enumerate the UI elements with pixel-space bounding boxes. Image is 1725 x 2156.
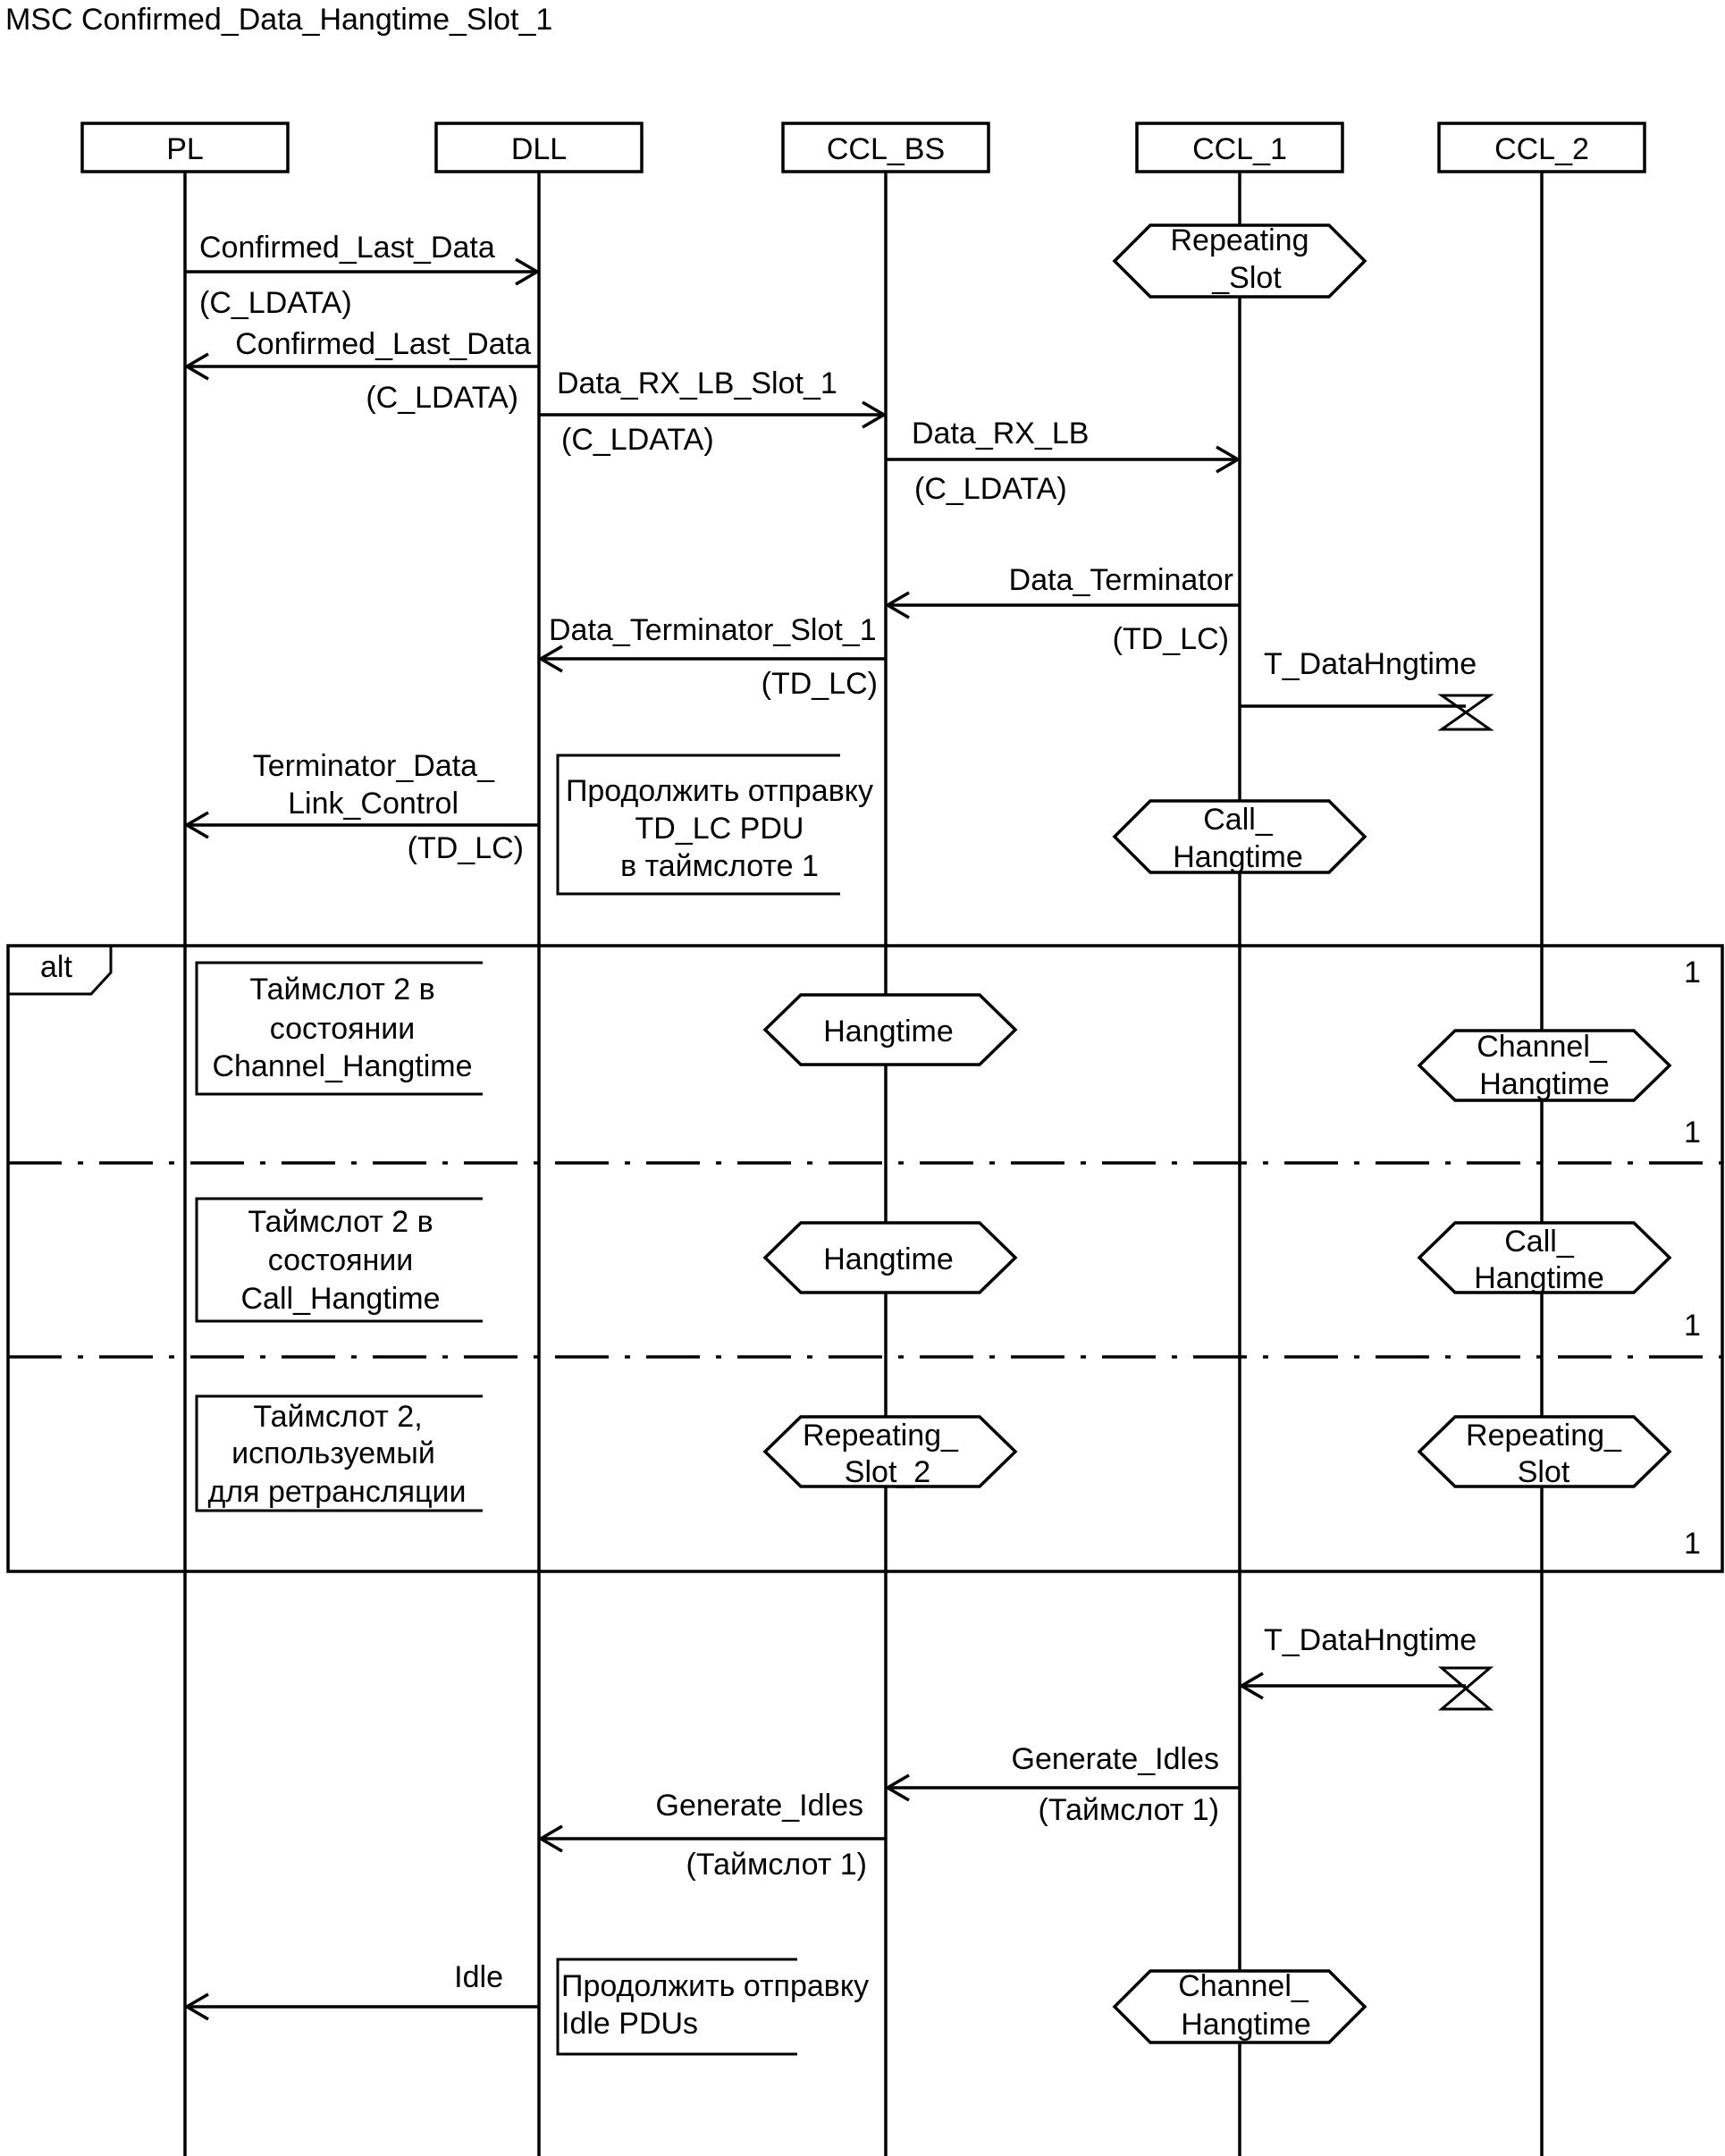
alt-count-3: 1 <box>1684 1309 1701 1343</box>
message-label: Confirmed_Last_Data <box>235 327 531 361</box>
message-confirmed-last-data-2 <box>187 327 539 415</box>
message-generate-idles-2 <box>541 1789 886 1882</box>
message-data-rx-lb <box>886 417 1238 506</box>
alt-count-2: 1 <box>1684 1116 1701 1150</box>
comment-continue-idle <box>558 1959 869 2054</box>
lifeline-ccl-1 <box>1137 123 1342 2156</box>
lifeline-label-dll: DLL <box>510 132 568 166</box>
timer-set-t-datahngtime <box>1240 647 1490 729</box>
state-alt3-repeating-slot-2 <box>765 1417 1015 1489</box>
message-label: Idle <box>454 1960 503 1994</box>
message-label: Data_Terminator <box>1008 563 1233 597</box>
state-alt3-repeating-slot-line-2: Slot <box>1517 1455 1570 1489</box>
message-label: Data_RX_LB_Slot_1 <box>557 366 837 400</box>
message-param: (TD_LC) <box>1112 622 1229 656</box>
message-param: (TD_LC) <box>761 667 878 701</box>
comment-line-1: Таймслот 2 в <box>248 1205 433 1239</box>
lifeline-label-ccl-1: CCL_1 <box>1192 132 1287 166</box>
comment-line-2: используемый <box>231 1436 435 1470</box>
state-alt3-repeating-slot-2-line-2: Slot_2 <box>844 1455 931 1489</box>
comment-line-3: в таймслоте 1 <box>620 849 819 883</box>
state-final-channel-hangtime-line-2: Hangtime <box>1181 2008 1311 2042</box>
message-confirmed-last-data-1 <box>185 231 537 320</box>
message-label: Data_RX_LB <box>912 417 1090 451</box>
state-alt2-hangtime <box>765 1223 1015 1293</box>
state-alt2-hangtime-line-1: Hangtime <box>823 1242 954 1276</box>
message-param: (Таймслот 1) <box>686 1848 867 1882</box>
state-repeating-slot-line-2: _Slot <box>1212 261 1282 295</box>
state-alt2-call-hangtime-line-2: Hangtime <box>1474 1261 1604 1295</box>
comment-line-3: Call_Hangtime <box>240 1282 441 1316</box>
alt-label: alt <box>40 950 72 984</box>
comment-continue-td-lc <box>558 755 873 894</box>
message-param: (C_LDATA) <box>366 381 518 415</box>
lifeline-label-ccl-bs: CCL_BS <box>826 132 946 166</box>
lifeline-label-ccl-2: CCL_2 <box>1494 132 1589 166</box>
lifeline-label-pl: PL <box>166 132 204 166</box>
comment-line-3: для ретрансляции <box>207 1475 467 1509</box>
state-alt2-call-hangtime-line-1: Call_ <box>1504 1225 1574 1259</box>
message-param: (C_LDATA) <box>914 472 1067 506</box>
message-label: Data_Terminator_Slot_1 <box>549 613 877 647</box>
message-data-terminator-slot-1 <box>541 613 886 701</box>
alt-count-4: 1 <box>1684 1527 1701 1561</box>
state-call-hangtime <box>1115 801 1365 874</box>
timer-expire-t-datahngtime <box>1241 1623 1490 1709</box>
timer-label: T_DataHngtime <box>1264 647 1477 681</box>
lifeline-pl <box>82 123 288 2156</box>
message-terminator-data-link-control <box>187 749 539 865</box>
message-idle <box>187 1960 539 2019</box>
diagram-title: MSC Confirmed_Data_Hangtime_Slot_1 <box>5 3 553 37</box>
comment-alt-1 <box>197 963 483 1094</box>
comment-line-3: Channel_Hangtime <box>212 1049 473 1083</box>
message-label: Generate_Idles <box>655 1789 863 1823</box>
comment-line-1: Продолжить отправку <box>565 774 874 808</box>
state-final-channel-hangtime-line-1: Channel_ <box>1178 1969 1308 2003</box>
message-data-terminator <box>888 563 1240 656</box>
message-generate-idles-1 <box>888 1742 1240 1827</box>
state-repeating-slot-line-1: Repeating <box>1170 223 1309 257</box>
state-alt1-hangtime <box>765 995 1015 1065</box>
message-param: (C_LDATA) <box>199 286 352 320</box>
message-data-rx-lb-slot-1 <box>539 366 884 457</box>
lifeline-ccl-2 <box>1439 123 1645 2156</box>
comment-line-2: TD_LC PDU <box>635 812 804 846</box>
alt-count-1: 1 <box>1684 956 1701 990</box>
comment-line-1: Таймслот 2 в <box>249 973 435 1006</box>
message-label: Generate_Idles <box>1011 1742 1219 1776</box>
state-alt1-hangtime-line-1: Hangtime <box>823 1015 954 1049</box>
comment-alt-3 <box>197 1396 483 1511</box>
comment-alt-2 <box>197 1199 483 1321</box>
comment-line-2: Idle PDUs <box>561 2007 699 2041</box>
comment-line-1: Продолжить отправку <box>561 1969 870 2003</box>
comment-line-1: Таймслот 2, <box>253 1400 423 1434</box>
state-alt2-call-hangtime <box>1419 1223 1670 1295</box>
state-alt1-channel-hangtime-line-2: Hangtime <box>1479 1067 1610 1101</box>
message-param: (C_LDATA) <box>561 423 714 457</box>
state-call-hangtime-line-2: Hangtime <box>1173 840 1303 874</box>
state-alt1-channel-hangtime <box>1419 1030 1670 1101</box>
message-param: (TD_LC) <box>407 831 524 865</box>
message-label: Terminator_Data_ <box>252 749 494 783</box>
comment-line-2: состоянии <box>267 1243 414 1277</box>
state-repeating-slot <box>1115 223 1365 297</box>
state-alt1-channel-hangtime-line-1: Channel_ <box>1477 1030 1607 1064</box>
timer-label: T_DataHngtime <box>1264 1623 1477 1657</box>
state-alt3-repeating-slot-2-line-1: Repeating_ <box>803 1419 958 1453</box>
state-final-channel-hangtime <box>1115 1969 1365 2042</box>
message-param: (Таймслот 1) <box>1038 1793 1219 1827</box>
message-label-2: Link_Control <box>288 787 459 821</box>
state-alt3-repeating-slot-line-1: Repeating_ <box>1466 1419 1621 1453</box>
comment-line-2: состоянии <box>269 1012 416 1046</box>
state-alt3-repeating-slot <box>1419 1417 1670 1489</box>
state-call-hangtime-line-1: Call_ <box>1203 803 1273 837</box>
message-label: Confirmed_Last_Data <box>199 231 495 265</box>
